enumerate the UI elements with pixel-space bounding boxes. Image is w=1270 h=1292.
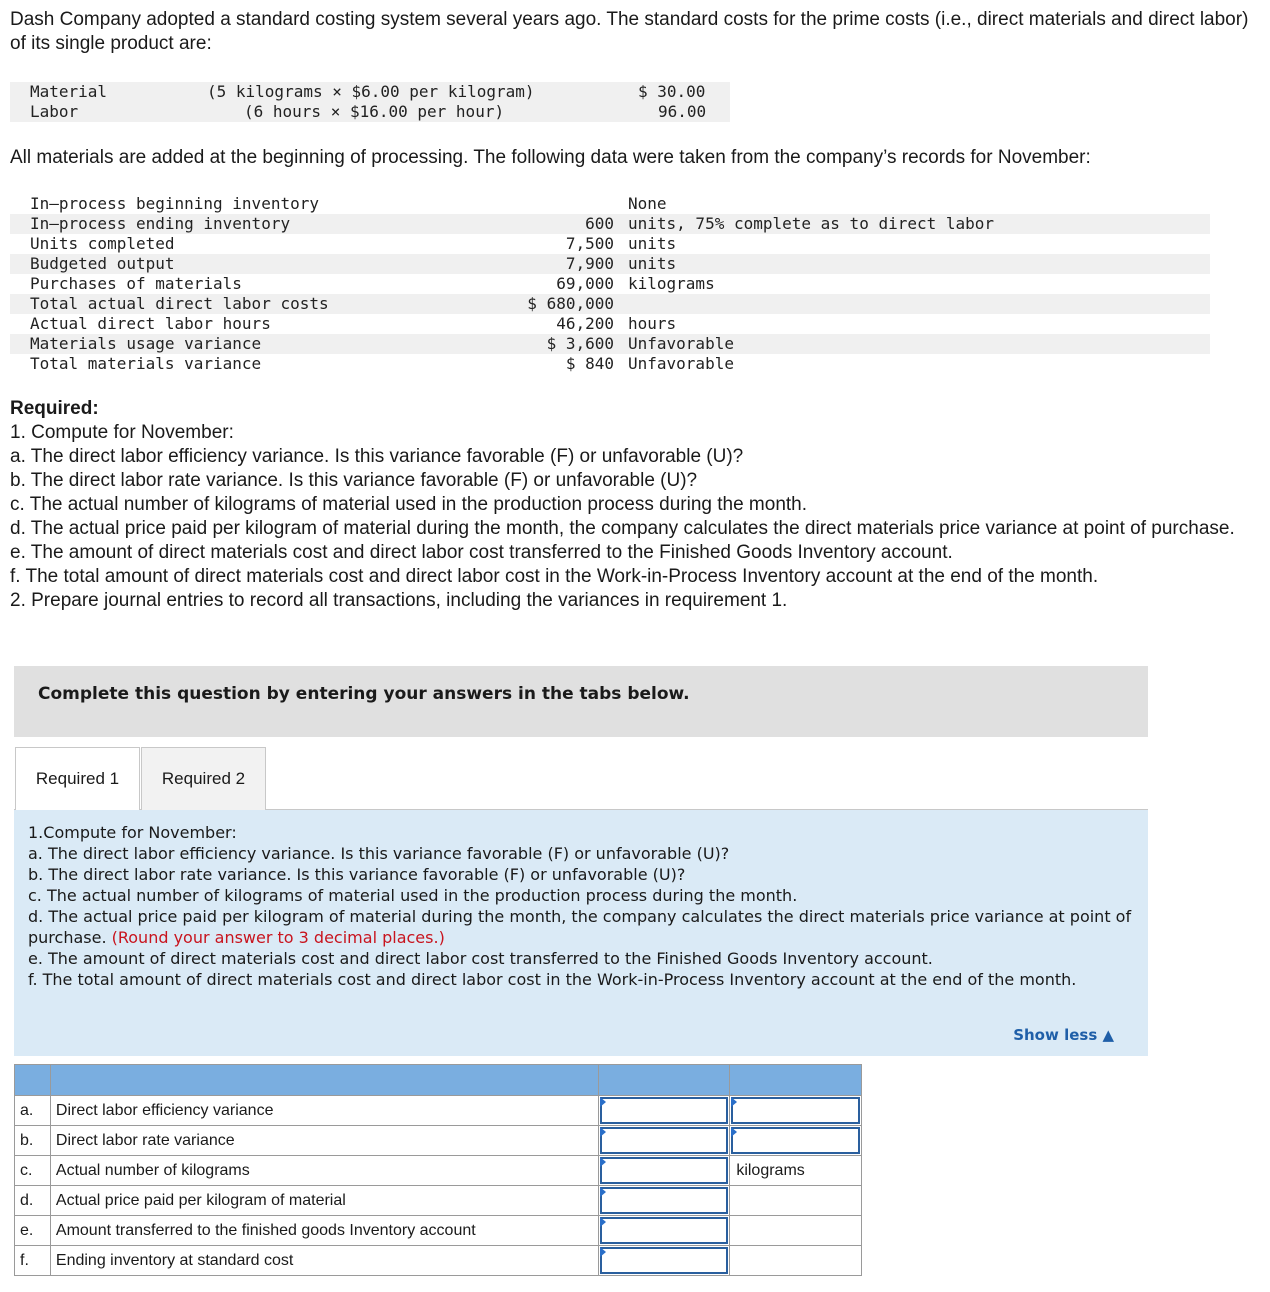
data-label: In–process ending inventory [30, 214, 291, 233]
data-row [10, 274, 1210, 294]
input-marker-icon [600, 1097, 606, 1107]
data-value: $ 840 [565, 354, 614, 373]
answer-input[interactable] [600, 1157, 728, 1184]
data-label: Purchases of materials [30, 274, 242, 293]
answer-row [15, 1186, 862, 1216]
required-line: f. The total amount of direct materials cost and direct labor cost in the Work-in-Process Inventory account at the end of the month. [10, 566, 1099, 587]
banner-text: Complete this question by entering your answers in the tabs below. [38, 684, 690, 704]
standard-amount: 96.00 [658, 102, 707, 121]
favorable-dropdown[interactable] [731, 1097, 860, 1124]
answer-cell [599, 1156, 730, 1186]
row-letter: d. [15, 1186, 51, 1216]
standard-row [10, 102, 730, 122]
second-cell [730, 1126, 862, 1156]
row-label: Amount transferred to the finished goods Inventory account [50, 1216, 598, 1246]
answer-row [15, 1156, 862, 1186]
dropdown-marker-icon [731, 1127, 737, 1137]
row-letter: b. [15, 1126, 51, 1156]
row-label: Ending inventory at standard cost [50, 1246, 598, 1276]
tab-required-1[interactable]: Required 1 [15, 747, 140, 811]
answer-input[interactable] [600, 1187, 728, 1214]
panel-line: b. The direct labor rate variance. Is this variance favorable (F) or unfavorable (U)? [28, 865, 686, 884]
standard-cost-table [10, 82, 730, 122]
standard-label: Labor [30, 102, 79, 121]
answer-input[interactable] [600, 1247, 728, 1274]
answer-row [15, 1096, 862, 1126]
panel-line: c. The actual number of kilograms of material used in the production process during the month. [28, 886, 798, 905]
answer-header-row [15, 1065, 862, 1096]
input-marker-icon [600, 1187, 606, 1197]
november-data-table [10, 194, 1210, 374]
problem-intro: Dash Company adopted a standard costing system several years ago. The standard costs for the prime costs (i.e., direct materials and direct labor) of its single product are: [10, 9, 1249, 54]
header-cell [599, 1065, 730, 1096]
data-unit: hours [628, 314, 677, 333]
input-marker-icon [600, 1217, 606, 1227]
data-unit: Unfavorable [628, 334, 734, 353]
data-label: Materials usage variance [30, 334, 262, 353]
second-cell [730, 1096, 862, 1126]
standard-row [10, 82, 730, 102]
input-marker-icon [600, 1127, 606, 1137]
answer-input[interactable] [600, 1097, 728, 1124]
panel-line: f. The total amount of direct materials cost and direct labor cost in the Work-in-Process Inventory account at the end of the month. [28, 970, 1077, 989]
data-label: Budgeted output [30, 254, 175, 273]
answer-input[interactable] [600, 1127, 728, 1154]
row-label: Actual price paid per kilogram of material [50, 1186, 598, 1216]
tab-required-2[interactable]: Required 2 [141, 747, 266, 811]
data-row [10, 314, 1210, 334]
data-value: 7,900 [565, 254, 614, 273]
data-value: $ 680,000 [527, 294, 614, 313]
answer-cell [599, 1216, 730, 1246]
answer-row [15, 1126, 862, 1156]
required-line: d. The actual price paid per kilogram of material during the month, the company calculates the direct materials price variance at point of purchase. [10, 518, 1235, 539]
dropdown-marker-icon [731, 1097, 737, 1107]
panel-text [28, 822, 1138, 990]
panel-line: a. The direct labor efficiency variance. Is this variance favorable (F) or unfavorable (U)? [28, 844, 730, 863]
data-row [10, 254, 1210, 274]
required-line: c. The actual number of kilograms of material used in the production process during the month. [10, 494, 808, 515]
data-row [10, 354, 1210, 374]
data-label: Total materials variance [30, 354, 262, 373]
second-cell [730, 1186, 862, 1216]
header-cell [15, 1065, 51, 1096]
standard-detail: (6 hours × $16.00 per hour) [244, 102, 505, 121]
panel-line: e. The amount of direct materials cost and direct labor cost transferred to the Finished Goods Inventory account. [28, 949, 933, 968]
data-label: Actual direct labor hours [30, 314, 271, 333]
second-cell [730, 1246, 862, 1276]
data-value: 600 [585, 214, 614, 233]
data-row [10, 214, 1210, 234]
row-letter: c. [15, 1156, 51, 1186]
header-cell [50, 1065, 598, 1096]
data-intro: All materials are added at the beginning of processing. The following data were taken from the company’s records for November: [10, 147, 1091, 168]
round-note: (Round your answer to 3 decimal places.) [111, 928, 445, 947]
data-value: $ 3,600 [546, 334, 614, 353]
input-marker-icon [600, 1157, 606, 1167]
unit-label: kilograms [736, 1161, 805, 1179]
data-row [10, 294, 1210, 314]
standard-label: Material [30, 82, 108, 101]
row-letter: a. [15, 1096, 51, 1126]
second-cell [730, 1216, 862, 1246]
answer-table [14, 1064, 862, 1276]
data-label: In–process beginning inventory [30, 194, 319, 213]
data-value: 46,200 [556, 314, 614, 333]
header-cell [730, 1065, 862, 1096]
data-unit: kilograms [628, 274, 715, 293]
standard-amount: $ 30.00 [638, 82, 706, 101]
required-line: b. The direct labor rate variance. Is this variance favorable (F) or unfavorable (U)? [10, 470, 698, 491]
answer-cell [599, 1186, 730, 1216]
data-value: 7,500 [565, 234, 614, 253]
required-line: e. The amount of direct materials cost and direct labor cost transferred to the Finished Goods Inventory account. [10, 542, 953, 563]
panel-line [28, 906, 1138, 948]
data-label: Units completed [30, 234, 175, 253]
data-unit: units, 75% complete as to direct labor [628, 214, 995, 233]
required-line: 1. Compute for November: [10, 422, 234, 443]
answer-cell [599, 1126, 730, 1156]
answer-row [15, 1216, 862, 1246]
row-letter: f. [15, 1246, 51, 1276]
data-label: Total actual direct labor costs [30, 294, 329, 313]
answer-cell [599, 1246, 730, 1276]
data-unit: units [628, 254, 677, 273]
second-cell [730, 1156, 862, 1186]
row-label: Direct labor rate variance [50, 1126, 598, 1156]
tab-bar [14, 746, 1148, 810]
instruction-banner [14, 666, 1148, 737]
question-panel [14, 810, 1148, 1056]
row-letter: e. [15, 1216, 51, 1246]
answer-row [15, 1246, 862, 1276]
row-label: Actual number of kilograms [50, 1156, 598, 1186]
data-unit: None [628, 194, 667, 213]
required-heading: Required: [10, 398, 99, 419]
required-section [10, 397, 1260, 613]
data-unit: Unfavorable [628, 354, 734, 373]
required-line: a. The direct labor efficiency variance. Is this variance favorable (F) or unfavorable (U)? [10, 446, 744, 467]
answer-input[interactable] [600, 1217, 728, 1244]
data-unit: units [628, 234, 677, 253]
show-less-link[interactable]: Show less ▲ [1013, 1026, 1114, 1044]
required-line: 2. Prepare journal entries to record all transactions, including the variances in requirement 1. [10, 590, 788, 611]
favorable-dropdown[interactable] [731, 1127, 860, 1154]
data-row [10, 234, 1210, 254]
data-row [10, 194, 1210, 214]
data-value: 69,000 [556, 274, 614, 293]
input-marker-icon [600, 1247, 606, 1257]
panel-line: 1.Compute for November: [28, 823, 237, 842]
panel-line-d: d. The actual price paid per kilogram of material during the month, the company calculates the direct materials price variance at point of purchase. [28, 907, 1132, 947]
data-row [10, 334, 1210, 354]
row-label: Direct labor efficiency variance [50, 1096, 598, 1126]
standard-detail: (5 kilograms × $6.00 per kilogram) [207, 82, 535, 101]
answer-cell [599, 1096, 730, 1126]
